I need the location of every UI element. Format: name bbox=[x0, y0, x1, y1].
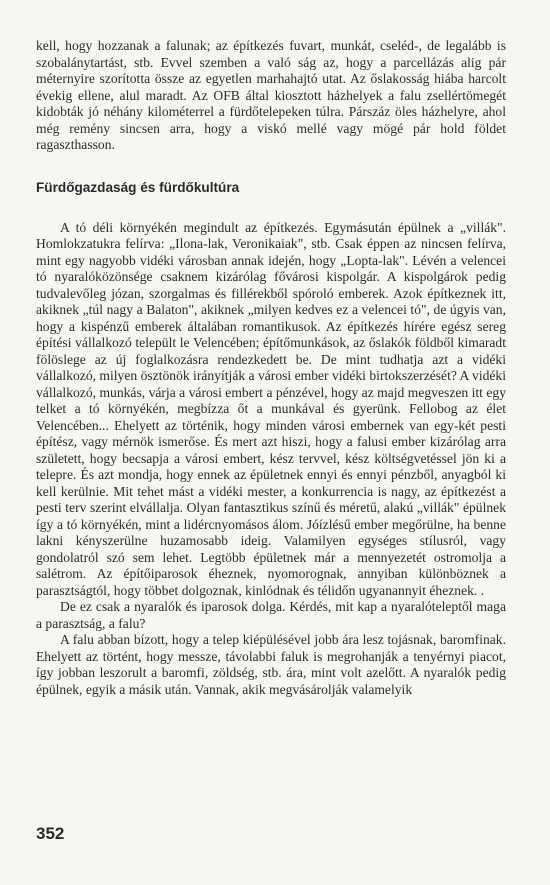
book-page bbox=[36, 38, 506, 698]
intro-paragraph: kell, hogy hozzanak a falunak; az építkezés fuvart, munkát, cseléd-, de legalább is szobalánytartást, stb. Evvel szemben a való ság az, hogy a parcellázás alig pár méternyire szorította össze az egyetlen marhahajtó utat. Az őslakosság hiába harcolt évekig ellene, alul maradt. Az OFB által kiosztott házhelyek a falu zsellértömegét kidobták jó néhány kilométerrel a fürdőtelepeken túlra. Párszáz öles házhelyre, ahol még remény sincsen arra, hogy a viskó mellé vagy mögé pár hold földet ragaszthasson. bbox=[36, 38, 506, 152]
body-paragraph: De ez csak a nyaralók és iparosok dolga. Kérdés, mit kap a nyaralóteleptől maga a parasztság, a falu? bbox=[36, 599, 506, 631]
section-heading: Fürdőgazdaság és fürdőkultúra bbox=[36, 179, 240, 195]
body-paragraph: A tó déli környékén megindult az építkezés. Egymásután épülnek a „villák". Homlokzatukra felírva: „Ilona-lak, Veronikaiak", stb. Csak éppen az nincsen felírva, mint egy nagyobb vidéki városban annak idején, hogy „Lopta-lak". Lévén a velencei tó nyaralóközönsége csaknem kizárólag fővárosi kispolgár. A kispolgárok pedig tudvalevőleg józan, szorgalmas és fillérekből spóroló emberek. Azok építkeznek itt, akiknek „túl nagy a Balaton", akiknek „milyen kedves ez a velencei tó", de úgyis van, hogy a kispénzű emberek általában romantikusok. Az építkezés hírére egész sereg építési vállalkozó települt le Velencében; építőmunkások, az őslakók földből kimaradt fölöslege az új foglalkozásra rendezkedett be. De mint tudhatja azt a vidéki vállalkozó, milyen ösztönök irányítják a városi ember vidéki birtokszerzését? A vidéki vállalkozó, munkás, várja a városi embert a pénzével, hogy az majd megveszen itt egy telket a tó környékén, megbízza őt a munkával és gyerünk. Fellobog az élet Velencében... Ehelyett az történik, hogy minden városi embernek van egy-két pesti építész, vagy mérnök ismerőse. És mert azt hiszi, hogy a falusi ember kizárólag arra született, hogy becsapja a városi embert, kész tervvel, kész költségvetéssel jön ki a telepre. És azt mondja, hogy ennek az épületnek ennyi és ennyi pénzből, anyagból ki kell kerülnie. Mit tehet mást a vidéki mester, a konkurrencia is nagy, az építkezést a pesti terv szerint elvállalja. Olyan fantasztikus színű és méretű, alakú „villák" épülnek így a tó környékén, mint a lidércnyomásos álom. Jóízlésű ember megőrülne, ha benne lakni kényszerülne huzamosabb ideig. Valamilyen egységes stílusról, vagy gondolatról szó sem lehet. Legtöbb épületnek már a mennyezetét ostromolja a salétrom. Az építőiparosok éheznek, nyomorognak, annyiban különböznek a parasztságtól, hogy többet dolgoznak, kinlódnak és télidőn ugyanannyit éheznek. . bbox=[36, 219, 506, 598]
body-paragraph: A falu abban bízott, hogy a telep kiépülésével jobb ára lesz tojásnak, baromfinak. Ehelyett az történt, hogy messze, távolabbi faluk is megrohanják a tenyérnyi piacot, így jobban leszorult a baromfi, zöldség, stb. ára, mint volt azelőtt. A nyaralók pedig épülnek, egyik a másik után. Vannak, akik megvásárolják valamelyik bbox=[36, 632, 506, 697]
page-number: 352 bbox=[36, 824, 65, 843]
